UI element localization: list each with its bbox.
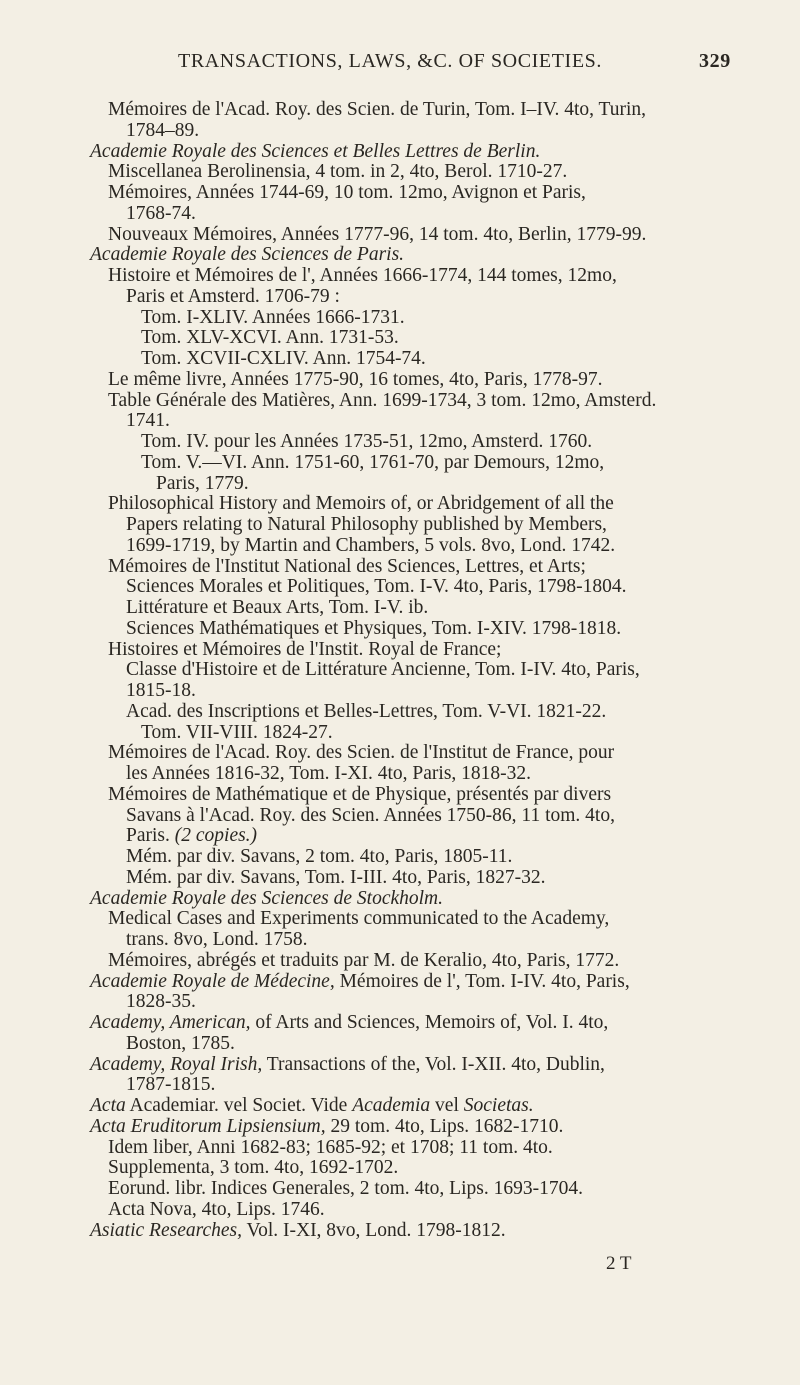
line-text: Eorund. libr. Indices Generales, 2 tom. 4to, Lips. 1693-1704. [108, 1178, 583, 1199]
line-text: vel [430, 1095, 464, 1116]
line-text: 29 tom. 4to, Lips. 1682-1710. [325, 1115, 564, 1137]
entry-line [126, 764, 531, 784]
line-text: Paris. [126, 825, 175, 847]
line-text: Transactions of the, Vol. I-XII. 4to, Dublin, [262, 1053, 605, 1075]
italic-text: Asiatic Researches, [90, 1219, 242, 1241]
line-text: Savans à l'Acad. Roy. des Scien. Années 1750-86, 11 tom. 4to, [126, 804, 615, 826]
line-text: Nouveaux Mémoires, Années 1777-96, 14 tom. 4to, Berlin, 1779-99. [108, 223, 647, 245]
line-text: Tom. XCVII-CXLIV. Ann. 1754-74. [141, 348, 426, 369]
entry-line [126, 411, 170, 431]
line-text: Papers relating to Natural Philosophy published by Members, [126, 514, 607, 535]
entry-line [108, 266, 617, 286]
line-text: Mémoires de l', Tom. I-IV. 4to, Paris, [334, 970, 630, 992]
line-text: Mém. par div. Savans, Tom. I-III. 4to, Paris, 1827-32. [126, 866, 546, 888]
italic-text: Acta [90, 1095, 126, 1116]
line-text: Mémoires de l'Acad. Roy. des Scien. de Turin, Tom. I–IV. 4to, Turin, [108, 99, 647, 120]
line-text: Supplementa, 3 tom. 4to, 1692-1702. [108, 1157, 399, 1179]
line-text: 1828-35. [126, 991, 196, 1013]
entry-heading-line [90, 1117, 563, 1137]
entry-line [126, 681, 196, 701]
line-text: 1787-1815. [126, 1074, 216, 1096]
entry-heading-line [90, 1013, 608, 1033]
entry-line [141, 328, 399, 348]
line-text: 1815-18. [126, 680, 196, 701]
entry-line [126, 619, 621, 639]
entry-line [126, 536, 615, 556]
printer-signature-mark: 2 T [606, 1253, 632, 1274]
line-text: 1784–89. [126, 119, 200, 141]
entry-line [126, 868, 545, 888]
entry-line [126, 204, 196, 224]
entry-line [126, 287, 340, 307]
italic-text: Academie Royale de Médecine, [90, 970, 335, 992]
line-text: Miscellanea Berolinensia, 4 tom. in 2, 4to, Berol. 1710-27. [108, 161, 568, 183]
entry-line [108, 100, 646, 120]
line-text: Idem liber, Anni 1682-83; 1685-92; et 1708; 11 tom. 4to. [108, 1136, 553, 1158]
entry-line [126, 847, 512, 867]
entry-line [108, 951, 619, 971]
entry-heading-line [90, 889, 443, 909]
entry-line [108, 1179, 583, 1199]
line-text: Tom. V.—VI. Ann. 1751-60, 1761-70, par Demours, 12mo, [141, 451, 605, 473]
running-header [178, 50, 778, 73]
entry-line [126, 826, 257, 846]
entry-line [108, 1158, 398, 1178]
line-text: Mémoires, Années 1744-69, 10 tom. 12mo, Avignon et Paris, [108, 182, 586, 203]
entry-line [108, 370, 602, 390]
entry-line [108, 183, 586, 203]
entry-line [126, 806, 615, 826]
entry-line [141, 723, 333, 743]
line-text: Sciences Mathématiques et Physiques, Tom. I-XIV. 1798-1818. [126, 617, 622, 639]
entry-line [126, 515, 607, 535]
entry-line [108, 162, 567, 182]
line-text: Tom. IV. pour les Années 1735-51, 12mo, Amsterd. 1760. [141, 431, 593, 452]
line-text: Paris et Amsterd. 1706-79 : [126, 285, 340, 307]
line-text: Acta Nova, 4to, Lips. 1746. [108, 1198, 325, 1220]
line-text: Histoire et Mémoires de l', Années 1666-1774, 144 tomes, 12mo, [108, 265, 617, 286]
entry-line [141, 349, 426, 369]
line-text: Classe d'Histoire et de Littérature Ancienne, Tom. I-IV. 4to, Paris, [126, 659, 640, 681]
line-text: Tom. I-XLIV. Années 1666-1731. [141, 306, 405, 328]
line-text: of Arts and Sciences, Memoirs of, Vol. I. 4to, [250, 1012, 609, 1033]
line-text: Littérature et Beaux Arts, Tom. I-V. ib. [126, 597, 429, 618]
entry-line [126, 577, 627, 597]
entry-line [126, 702, 606, 722]
entry-line [108, 494, 614, 514]
line-text: Mémoires de l'Institut National des Sciences, Lettres, et Arts; [108, 555, 586, 577]
entry-heading-line [90, 1096, 534, 1116]
line-text: Le même livre, Années 1775-90, 16 tomes, 4to, Paris, 1778-97. [108, 368, 603, 390]
line-text: Mémoires de l'Acad. Roy. des Scien. de l'Institut de France, pour [108, 742, 615, 764]
entry-heading-line [90, 972, 630, 992]
line-text: Tom. VII-VIII. 1824-27. [141, 721, 333, 743]
italic-text: Societas. [463, 1095, 534, 1116]
entry-heading-line [90, 1221, 506, 1241]
italic-text: Academie Royale des Sciences de Paris. [90, 244, 405, 266]
entry-line [156, 474, 249, 494]
line-text: Philosophical History and Memoirs of, or Abridgement of all the [108, 493, 614, 515]
entry-line [108, 640, 501, 660]
italic-text: Acta Eruditorum Lipsiensium, [90, 1115, 326, 1137]
entry-line [126, 121, 199, 141]
line-text: Mémoires, abrégés et traduits par M. de Keralio, 4to, Paris, 1772. [108, 949, 620, 971]
italic-text: Academie Royale des Sciences de Stockholm. [90, 887, 444, 909]
italic-text: (2 copies.) [174, 825, 258, 847]
italic-text: Academie Royale des Sciences et Belles Lettres de Berlin. [90, 140, 541, 162]
running-title: TRANSACTIONS, LAWS, &C. OF SOCIETIES. [178, 50, 602, 72]
line-text: Vol. I-XI, 8vo, Lond. 1798-1812. [241, 1219, 506, 1241]
line-text: Table Générale des Matières, Ann. 1699-1734, 3 tom. 12mo, Amsterd. [108, 389, 657, 411]
line-text: Sciences Morales et Politiques, Tom. I-V. 4to, Paris, 1798-1804. [126, 576, 627, 598]
italic-text: Academia [352, 1095, 431, 1116]
entry-line [141, 308, 405, 328]
entry-line [108, 1200, 325, 1220]
entry-line [126, 660, 640, 680]
italic-text: Academy, American, [90, 1012, 251, 1033]
line-text: les Années 1816-32, Tom. I-XI. 4to, Paris, 1818-32. [126, 763, 532, 784]
line-text: 1768-74. [126, 202, 196, 224]
entry-line [126, 1075, 215, 1095]
entry-line [126, 1034, 235, 1054]
entry-heading-line [90, 142, 540, 162]
entry-line [141, 432, 592, 452]
entry-heading-line [90, 1055, 605, 1075]
entry-heading-line [90, 245, 404, 265]
entry-line [108, 909, 609, 929]
line-text: 1741. [126, 410, 170, 432]
entry-line [108, 743, 614, 763]
line-text: Acad. des Inscriptions et Belles-Lettres, Tom. V-VI. 1821-22. [126, 700, 607, 722]
entry-line [126, 930, 307, 950]
line-text: Tom. XLV-XCVI. Ann. 1731-53. [141, 327, 399, 349]
line-text: Mémoires de Mathématique et de Physique, présentés par divers [108, 783, 612, 805]
line-text: trans. 8vo, Lond. 1758. [126, 929, 308, 950]
entry-line [108, 785, 611, 805]
entry-line [108, 1138, 553, 1158]
line-text: 1699-1719, by Martin and Chambers, 5 vols. 8vo, Lond. 1742. [126, 534, 616, 556]
entry-line [141, 453, 604, 473]
line-text: Paris, 1779. [156, 472, 249, 494]
line-text: Academiar. vel Societ. Vide [125, 1095, 353, 1116]
line-text: Medical Cases and Experiments communicated to the Academy, [108, 908, 610, 930]
line-text: Mém. par div. Savans, 2 tom. 4to, Paris, 1805-11. [126, 846, 513, 867]
line-text: Boston, 1785. [126, 1032, 235, 1054]
italic-text: Academy, Royal Irish, [90, 1053, 263, 1075]
entry-line [108, 225, 646, 245]
page-number: 329 [699, 50, 731, 72]
entry-line [126, 992, 196, 1012]
entry-line [108, 391, 656, 411]
line-text: Histoires et Mémoires de l'Instit. Royal de France; [108, 638, 502, 660]
entry-line [108, 557, 586, 577]
entry-line [126, 598, 428, 618]
